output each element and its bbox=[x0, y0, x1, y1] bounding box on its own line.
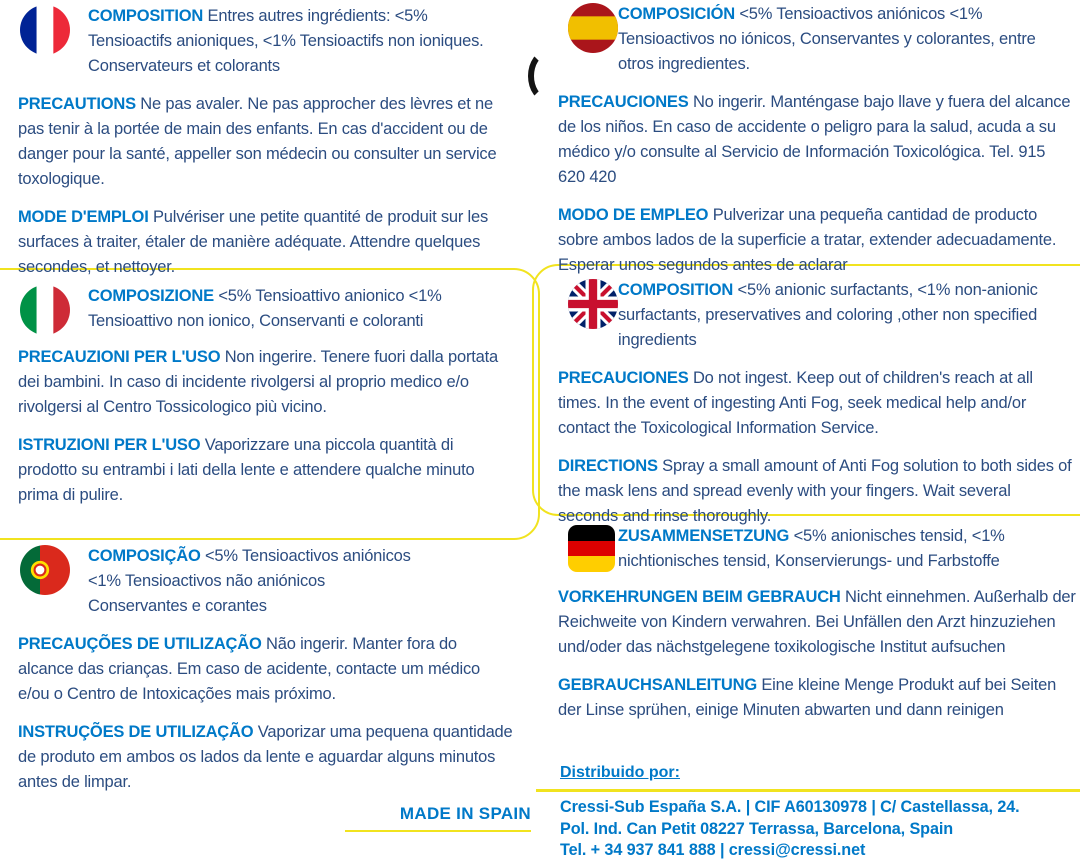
composition-paragraph-portuguese bbox=[88, 544, 418, 619]
precautions-text-italian: Non ingerire. Tenere fuori dalla portata dei bambini. In caso di incidente rivolgersi al proprio medico e/o rivolgersi al Centro Tossicologico più vicino. bbox=[18, 348, 499, 416]
precautions-text-english: Do not ingest. Keep out of children's reach at all times. In the event of ingesting Anti Fog, seek medical help and/or contact the Toxicological Information Service. bbox=[558, 369, 1033, 437]
directions-text-spanish: Pulverizar una pequeña cantidad de producto sobre ambos lados de la superficie a tratar, extender adecuadamente. Esperar unos segundos antes de aclarar bbox=[558, 206, 1057, 274]
flag-portugal-icon bbox=[20, 545, 70, 595]
directions-heading-spanish: MODO DE EMPLEO bbox=[558, 206, 709, 224]
directions-text-italian: Vaporizzare una piccola quantità di prodotto su entrambi i lati della lente e attendere qualche minuto prima di pulire. bbox=[18, 436, 475, 504]
composition-heading-spanish: COMPOSICIÓN bbox=[618, 5, 735, 23]
made-in-spain-label: MADE IN SPAIN bbox=[345, 804, 531, 832]
directions-text-german: Eine kleine Menge Produkt auf bei Seiten der Linse sprühen, einige Minuten abwarten und dann reinigen bbox=[558, 676, 1057, 719]
composition-heading-english: COMPOSITION bbox=[618, 281, 734, 299]
distributor-line: Pol. Ind. Can Petit 08227 Terrassa, Barcelona, Spain bbox=[560, 819, 954, 838]
flag-italy-icon bbox=[20, 285, 70, 335]
directions-text-portuguese: Vaporizar uma pequena quantidade de produto em ambos os lados da lente e aguardar alguns minutos antes de limpar. bbox=[18, 723, 513, 791]
precautions-heading-german: VORKEHRUNGEN BEIM GEBRAUCH bbox=[558, 588, 841, 606]
composition-paragraph-german bbox=[618, 524, 1076, 574]
distributor-divider-line bbox=[536, 789, 1080, 792]
distributor-address-block bbox=[560, 797, 1020, 862]
precautions-text-french: Ne pas avaler. Ne pas approcher des lèvres et ne pas tenir à la portée de main des enfants. En cas d'accident ou de danger pour la santé, appeller son médecin ou consulter un service toxologique. bbox=[18, 95, 497, 188]
composition-text-portuguese: <5% Tensioactivos aniónicos <1% Tensioactivos não aniónicos Conservantes e corantes bbox=[88, 547, 411, 615]
precautions-heading-french: PRECAUTIONS bbox=[18, 95, 136, 113]
composition-heading-french: COMPOSITION bbox=[88, 7, 204, 25]
directions-heading-portuguese: INSTRUÇÕES DE UTILIZAÇÃO bbox=[18, 723, 254, 741]
directions-paragraph-german bbox=[558, 673, 1076, 723]
precautions-heading-italian: PRECAUZIONI PER L'USO bbox=[18, 348, 221, 366]
composition-paragraph-italian bbox=[88, 284, 510, 334]
composition-text-italian: <5% Tensioattivo anionico <1% Tensioattivo non ionico, Conservanti e coloranti bbox=[88, 287, 442, 330]
section-german bbox=[558, 524, 1076, 736]
precautions-paragraph-spanish bbox=[558, 90, 1072, 190]
precautions-paragraph-italian bbox=[18, 345, 514, 420]
precautions-paragraph-english bbox=[558, 366, 1072, 441]
section-french bbox=[18, 4, 514, 293]
composition-text-french: Entres autres ingrédients: <5% Tensioactifs anioniques, <1% Tensioactifs non ioniques. Conservateurs et colorants bbox=[88, 7, 484, 75]
directions-paragraph-italian bbox=[18, 433, 514, 508]
composition-paragraph-spanish bbox=[618, 2, 1070, 77]
flag-uk-icon bbox=[568, 279, 618, 329]
composition-block-spanish bbox=[558, 2, 1072, 77]
composition-block-portuguese bbox=[18, 544, 514, 619]
precautions-paragraph-german bbox=[558, 585, 1076, 660]
composition-text-english: <5% anionic surfactants, <1% non-anionic surfactants, preservatives and coloring ,other non specified ingredients bbox=[618, 281, 1038, 349]
section-english bbox=[558, 278, 1072, 542]
precautions-heading-portuguese: PRECAUÇÕES DE UTILIZAÇÃO bbox=[18, 635, 262, 653]
composition-heading-portuguese: COMPOSIÇÃO bbox=[88, 547, 201, 565]
directions-heading-italian: ISTRUZIONI PER L'USO bbox=[18, 436, 201, 454]
composition-block-german bbox=[558, 524, 1076, 580]
precautions-heading-spanish: PRECAUCIONES bbox=[558, 93, 689, 111]
composition-paragraph-french bbox=[88, 4, 490, 79]
directions-heading-english: DIRECTIONS bbox=[558, 457, 658, 475]
precautions-paragraph-portuguese bbox=[18, 632, 514, 707]
distributor-line: Cressi-Sub España S.A. | CIF A60130978 | C/ Castellassa, 24. bbox=[560, 798, 1020, 816]
precautions-text-portuguese: Não ingerir. Manter fora do alcance das crianças. Em caso de acidente, contacte um médico e/ou o Centro de Intoxicações mais próximo. bbox=[18, 635, 480, 703]
directions-heading-french: MODE D'EMPLOI bbox=[18, 208, 149, 226]
section-portuguese bbox=[18, 544, 514, 808]
directions-paragraph-english bbox=[558, 454, 1072, 529]
composition-block-italian bbox=[18, 284, 514, 340]
precautions-text-german: Nicht einnehmen. Außerhalb der Reichweite von Kindern verwahren. Bei Unfällen den Arzt hinzuziehen und/oder das nächstgelegene toxikologische Institut aufsuchen bbox=[558, 588, 1076, 656]
flag-germany-icon bbox=[568, 525, 615, 572]
directions-heading-german: GEBRAUCHSANLEITUNG bbox=[558, 676, 757, 694]
flag-france-icon bbox=[20, 5, 70, 55]
composition-text-spanish: <5% Tensioactivos aniónicos <1% Tensioactivos no iónicos, Conservantes y colorantes, entre otros ingredientes. bbox=[618, 5, 1036, 73]
composition-block-english bbox=[558, 278, 1072, 353]
precautions-heading-english: PRECAUCIONES bbox=[558, 369, 689, 387]
flag-spain-icon bbox=[568, 3, 618, 53]
precautions-paragraph-french bbox=[18, 92, 514, 192]
distributed-by-label: Distribuido por: bbox=[560, 764, 680, 781]
composition-paragraph-english bbox=[618, 278, 1050, 353]
composition-heading-italian: COMPOSIZIONE bbox=[88, 287, 214, 305]
composition-text-german: <5% anionisches tensid, <1% nichtionisches tensid, Konservierungs- und Farbstoffe bbox=[618, 527, 1005, 570]
directions-text-french: Pulvériser une petite quantité de produit sur les surfaces à traiter, étaler de manière adéquate. Attendre quelques secondes, et nettoyer. bbox=[18, 208, 489, 276]
section-spanish bbox=[558, 2, 1072, 291]
section-italian bbox=[18, 284, 514, 521]
directions-paragraph-spanish bbox=[558, 203, 1072, 278]
composition-heading-german: ZUSAMMENSETZUNG bbox=[618, 527, 790, 545]
distributor-line: Tel. + 34 937 841 888 | cressi@cressi.net bbox=[560, 841, 866, 859]
composition-block-french bbox=[18, 4, 514, 79]
directions-text-english: Spray a small amount of Anti Fog solution to both sides of the mask lens and spread evenly with your fingers. Wait several seconds and rinse thoroughly. bbox=[558, 457, 1072, 525]
directions-paragraph-french bbox=[18, 205, 514, 280]
precautions-text-spanish: No ingerir. Manténgase bajo llave y fuera del alcance de los niños. En caso de accidente o peligro para la salud, acuda a su médico y/o consulte al Servicio de Información Toxicológica. Tel. 915 620 420 bbox=[558, 93, 1071, 186]
directions-paragraph-portuguese bbox=[18, 720, 514, 795]
